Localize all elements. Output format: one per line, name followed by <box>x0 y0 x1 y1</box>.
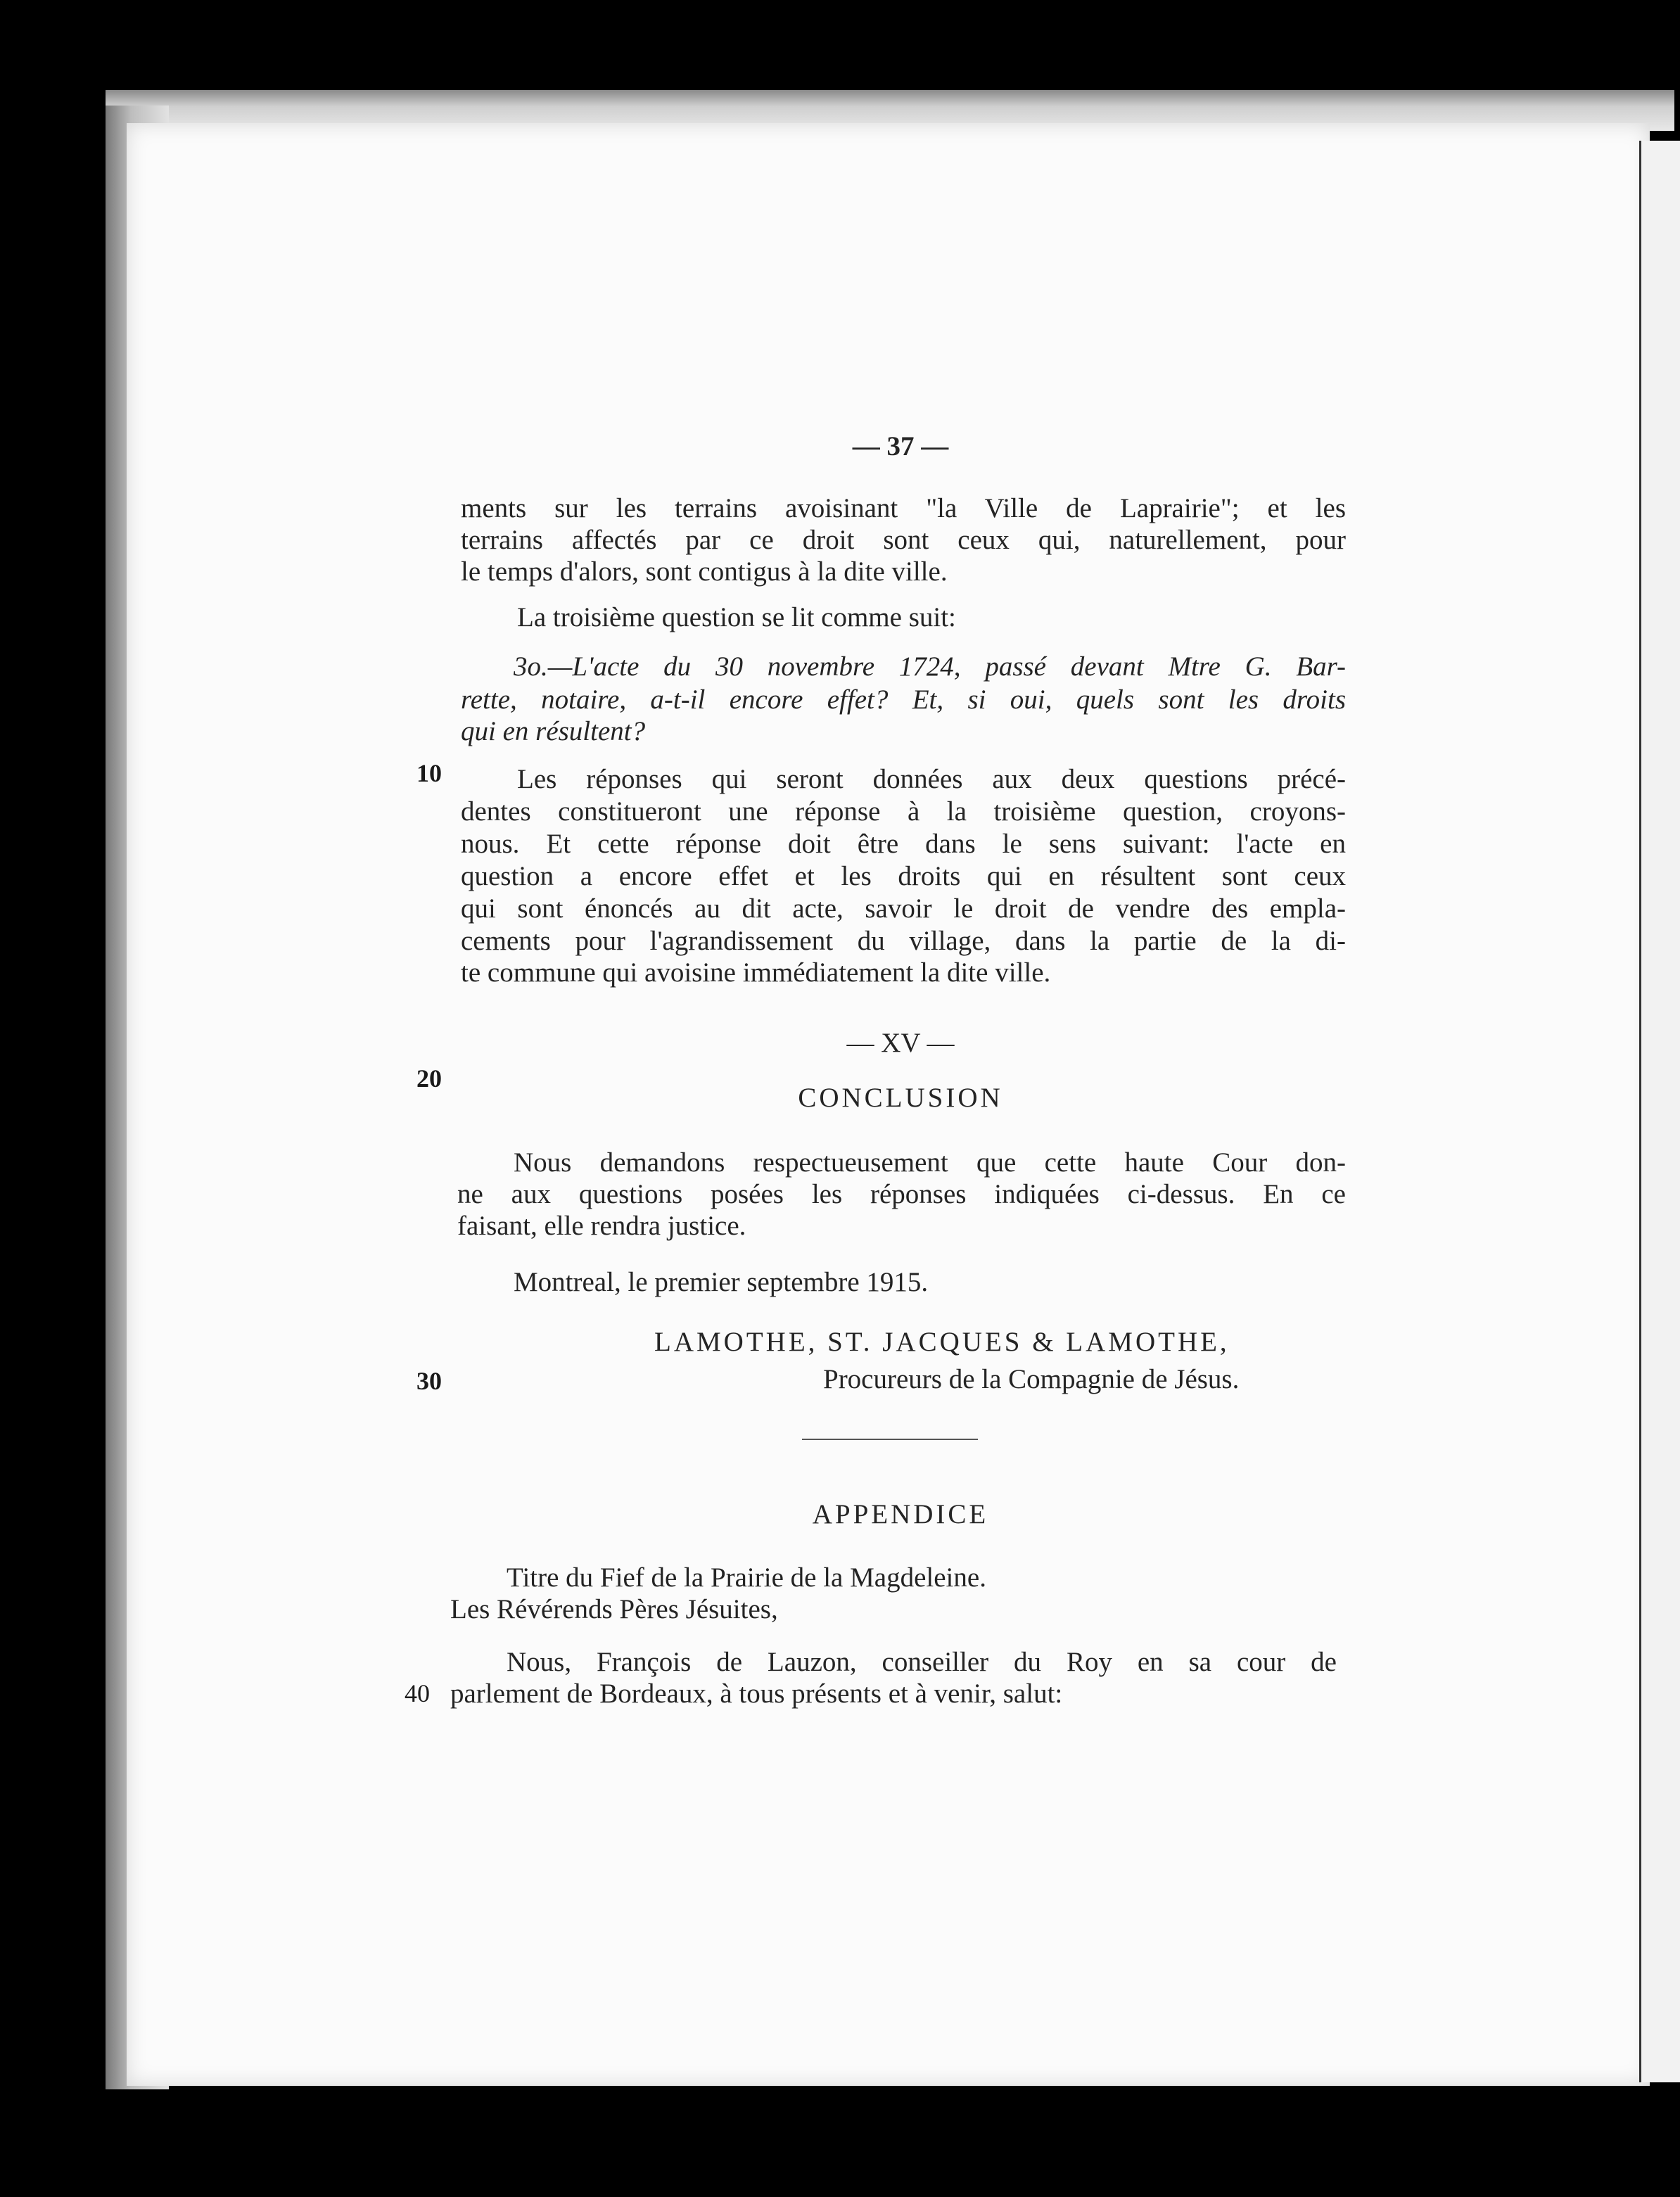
para1-line3: le temps d'alors, sont contigus à la dite ville. <box>461 556 948 587</box>
para4-line7: te commune qui avoisine immédiatement la dite ville. <box>461 957 1051 988</box>
section-number: — XV — <box>846 1028 955 1058</box>
para4-line2: dentes constitueront une réponse à la troisième question, croyons- <box>461 796 1346 827</box>
appendix-addressee: Les Révérends Pères Jésuites, <box>450 1594 778 1624</box>
para3-line1: 3o.—L'acte du 30 novembre 1724, passé devant Mtre G. Bar- <box>514 651 1346 682</box>
appendix-title: APPENDICE <box>812 1499 989 1529</box>
margin-line-number-20: 20 <box>416 1064 442 1093</box>
facing-page-edge <box>1639 141 1680 2082</box>
para5-line3: faisant, elle rendra justice. <box>457 1211 746 1241</box>
page-number: — 37 — <box>852 431 949 461</box>
para5-line1: Nous demandons respectueusement que cette haute Cour don- <box>514 1147 1346 1178</box>
para5-line2: ne aux questions posées les réponses indiquées ci-dessus. En ce <box>457 1179 1346 1209</box>
para2: La troisième question se lit comme suit: <box>517 602 956 632</box>
para6-line2: parlement de Bordeaux, à tous présents et à venir, salut: <box>450 1679 1063 1709</box>
para6-line1: Nous, François de Lauzon, conseiller du Roy en sa cour de <box>507 1647 1337 1677</box>
para4-line6: cements pour l'agrandissement du village, dans la partie de la di- <box>461 926 1346 956</box>
para4-line3: nous. Et cette réponse doit être dans le sens suivant: l'acte en <box>461 829 1346 859</box>
margin-line-number-40: 40 <box>405 1679 430 1707</box>
signature-role: Procureurs de la Compagnie de Jésus. <box>823 1364 1240 1394</box>
para1-line1: ments sur les terrains avoisinant "la Ville de Laprairie"; et les <box>461 493 1346 523</box>
para4-line5: qui sont énoncés au dit acte, savoir le droit de vendre des empla- <box>461 893 1346 924</box>
margin-line-number-30: 30 <box>416 1367 442 1395</box>
para3-line3: qui en résultent? <box>461 716 646 746</box>
para4-line4: question a encore effet et les droits qui en résultent sont ceux <box>461 861 1346 891</box>
para1-line2: terrains affectés par ce droit sont ceux qui, naturellement, pour <box>461 525 1346 555</box>
separator-rule <box>802 1439 978 1440</box>
section-title: CONCLUSION <box>798 1083 1003 1113</box>
para3-line2: rette, notaire, a-t-il encore effet? Et, si oui, quels sont les droits <box>461 684 1346 715</box>
appendix-title-line: Titre du Fief de la Prairie de la Magdeleine. <box>507 1562 986 1593</box>
date-line: Montreal, le premier septembre 1915. <box>514 1267 929 1297</box>
margin-line-number-10: 10 <box>416 759 442 787</box>
para4-line1: Les réponses qui seront données aux deux questions précé- <box>517 764 1346 794</box>
signature: LAMOTHE, ST. JACQUES & LAMOTHE, <box>654 1327 1230 1357</box>
